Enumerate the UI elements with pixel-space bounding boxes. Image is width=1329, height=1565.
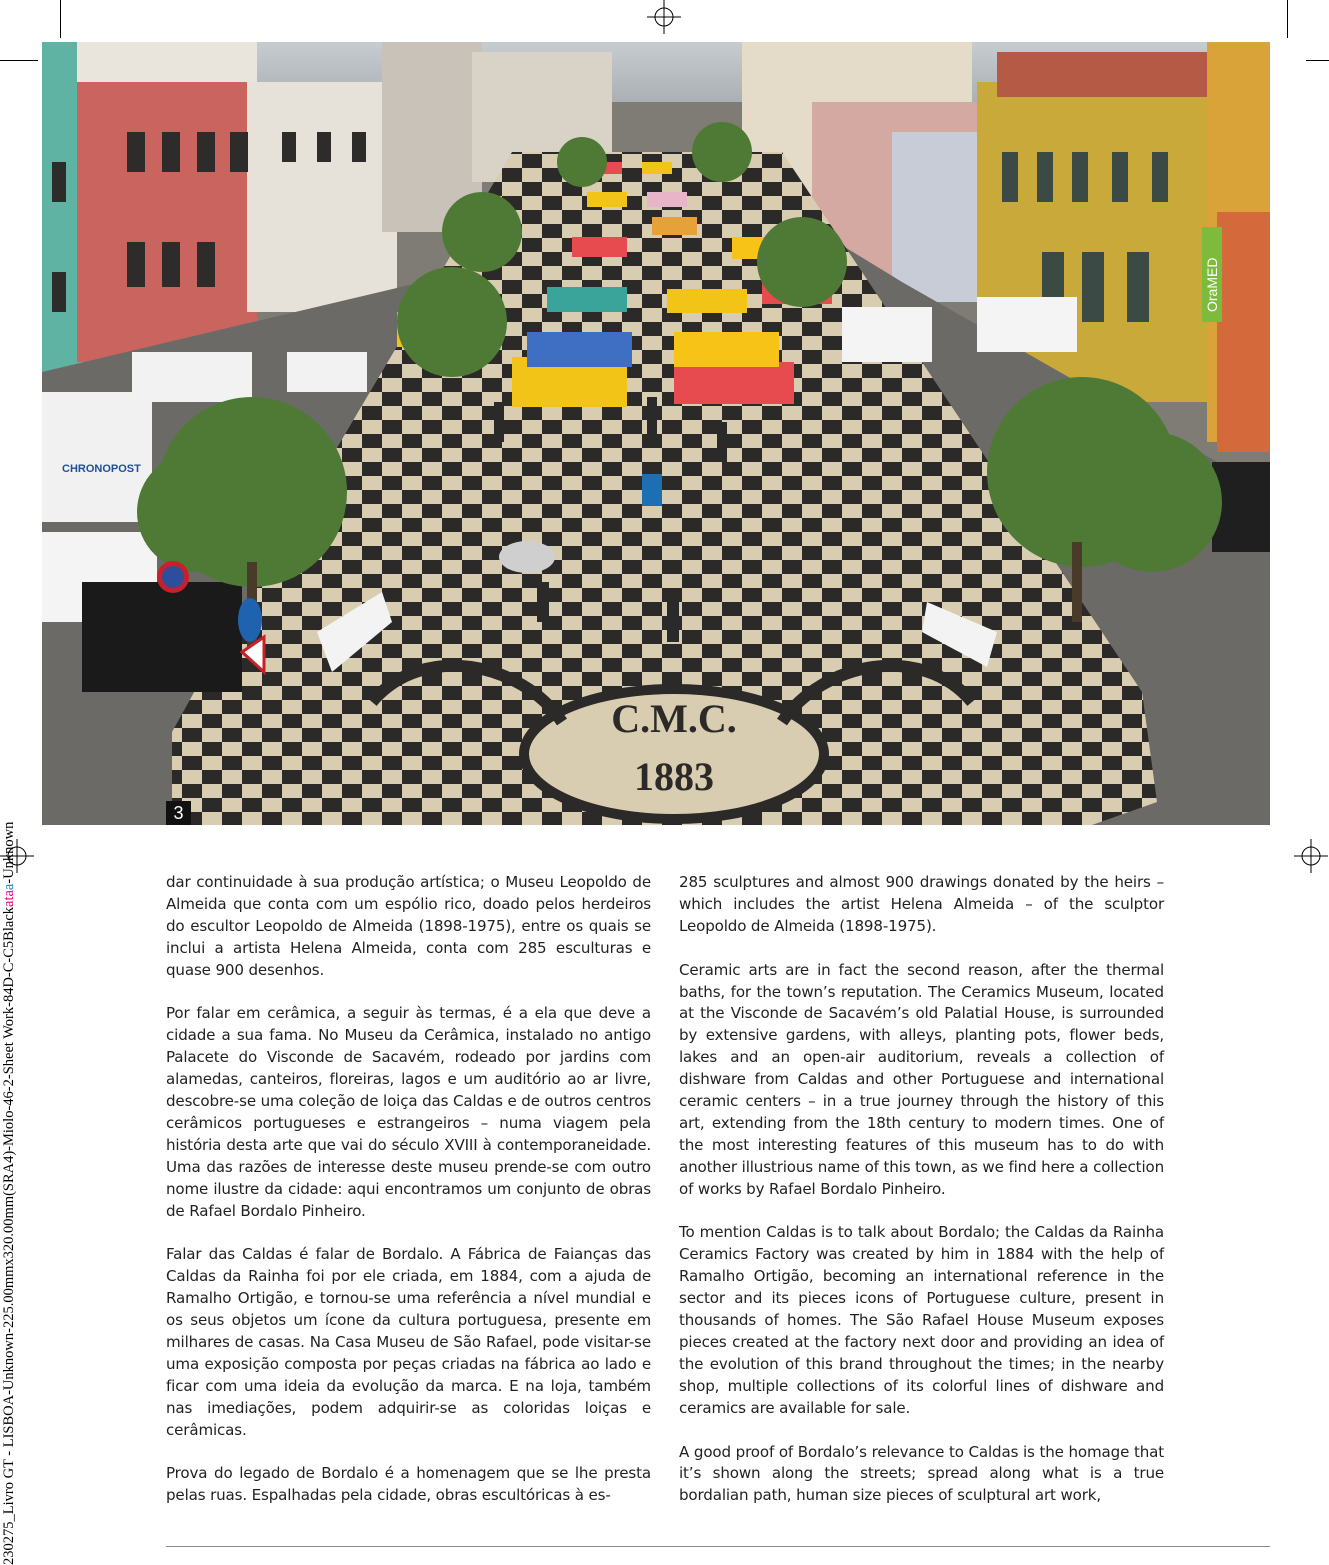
crop-mark — [1287, 0, 1288, 38]
paragraph: To mention Caldas is to talk about Bordalo; the Caldas da Rainha Ceramics Factory was created by him in 1884 with the help of Ramalho Ortigão, becoming an international reference in the sector and its pieces icons of Portuguese culture, present in thousands of homes. The São Rafael House Museum exposes pieces created at the factory next door and providing an idea of the evolution of this brand throughout the times; in the nearby shop, multiple collections of its colorful lines of dishware and ceramics are available for sale. — [679, 1223, 1164, 1417]
crop-mark — [1306, 60, 1329, 61]
paragraph: Ceramic arts are in fact the second reason, after the thermal baths, for the town’s reputation. The Ceramics Museum, located at the Visconde de Sacavém’s old Palatial House, is surrounded by extensive gardens, with alleys, planting pots, flower beds, lakes and an open-air auditorium, reveals a collection of dishware from Caldas and other Portuguese and international ceramic centers – in a true journey through the history of this art, extending from the 18th century to modern times. One of the most interesting features of this museum has to do with another illustrious name of this town, as we find here a collection of works by Rafael Bordalo Pinheiro. — [679, 960, 1164, 1198]
slug-black: Black — [1, 906, 17, 941]
pharmacy-sign: OraMED — [1204, 257, 1220, 312]
pavement-year: 1883 — [634, 754, 714, 799]
portuguese-text-column — [166, 872, 651, 1529]
registration-mark-icon — [647, 0, 681, 34]
paragraph: dar continuidade à sua produção artística; o Museu Leopoldo de Almeida que conta com um espólio rico, doado pelos herdeiros do escultor Leopoldo de Almeida (1898-1975), entre os quais se inclui a artista Helena Almeida, conta com 285 esculturas e quase 900 desenhos. — [166, 873, 651, 979]
registration-mark-icon — [1294, 839, 1328, 873]
slug-prefix: 230275_Livro GT - LISBOA-Unknown-225.00mmx320.00mm(SRA4)-Miolo-46-2-Sheet Work-84D-C-C5 — [1, 940, 17, 1565]
crop-mark — [60, 0, 61, 38]
crop-mark — [0, 60, 38, 61]
slug-cyan: a — [1, 883, 17, 891]
slug-suffix: -Unknown — [1, 821, 17, 884]
paragraph: Falar das Caldas é falar de Bordalo. A Fábrica de Faianças das Caldas da Rainha foi por ele criada, em 1884, com a ajuda de Ramalho Ortigão, e tornou-se uma referência a nível mundial e os seus objetos um ícone da cultura portuguesa, presente em milhares de casas. Na Casa Museu de São Rafael, pode visitar-se uma exposição composta por peças criadas na fábrica ao lado e ficar com uma ideia da evolução da marca. E na loja, também nas imediações, podem adquirir-se as coloridas loiças e cerâmicas. — [166, 1245, 651, 1439]
english-text-column — [679, 872, 1164, 1529]
print-slug — [0, 565, 18, 1565]
pavement-initials: C.M.C. — [611, 696, 737, 741]
photo-number: 3 — [166, 801, 191, 825]
van-label: CHRONOPOST — [62, 463, 141, 475]
footer-rule — [166, 1546, 1270, 1547]
market-square-photo — [42, 42, 1270, 825]
slug-magenta: ata — [1, 890, 17, 907]
paragraph: Por falar em cerâmica, a seguir às termas, é a ela que deve a cidade a sua fama. No Museu da Cerâmica, instalado no antigo Palacete do Visconde de Sacavém, rodeado por jardins com alamedas, canteiros, floreiras, lagos e um auditório ao ar livre, descobre-se uma coleção de loiça das Caldas e de outros centros cerâmicos portugueses e estrangeiros – numa viagem pela história desta arte que vai do século XVIII à contemporaneidade. Uma das razões de interesse deste museu prende-se com outro nome ilustre da cidade: aqui encontramos um conjunto de obras de Rafael Bordalo Pinheiro. — [166, 1004, 651, 1220]
paragraph: 285 sculptures and almost 900 drawings donated by the heirs – which includes the artist Helena Almeida – of the sculptor Leopoldo de Almeida (1898-1975). — [679, 873, 1164, 935]
paragraph: A good proof of Bordalo’s relevance to Caldas is the homage that it’s shown along the streets; spread along what is a true bordalian path, human size pieces of sculptural art work, — [679, 1442, 1164, 1505]
paragraph: Prova do legado de Bordalo é a homenagem que se lhe presta pelas ruas. Espalhadas pela cidade, obras escultóricas à es- — [166, 1464, 651, 1505]
